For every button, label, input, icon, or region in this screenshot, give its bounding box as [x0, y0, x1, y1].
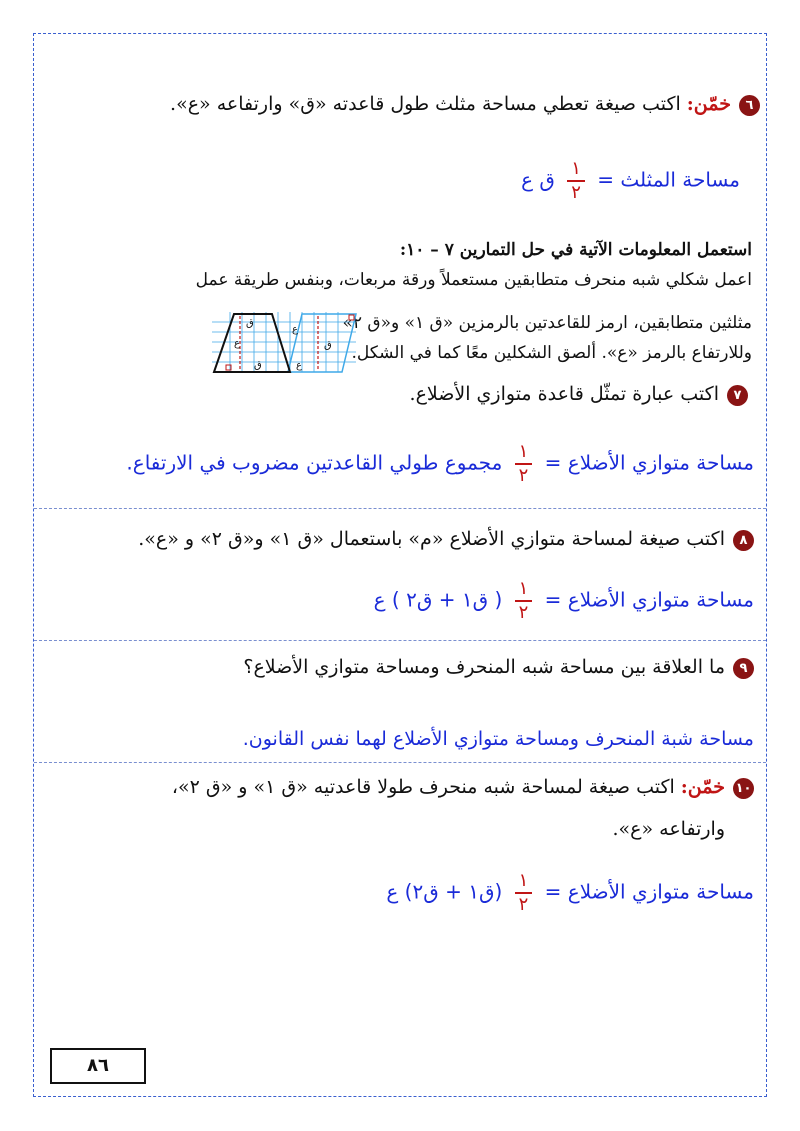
- info-line-3: وللارتفاع بالرمز «ع». ألصق الشكلين معًا كما في الشكل.: [351, 343, 752, 363]
- question-text: اكتب عبارة تمثّل قاعدة متوازي الأضلاع.: [409, 383, 719, 405]
- question-6: [40, 93, 760, 116]
- section-divider: [34, 508, 766, 509]
- guess-label: خمّن:: [686, 93, 731, 115]
- fraction-numerator: ١: [567, 160, 585, 182]
- question-number-badge: ٩: [733, 658, 754, 679]
- fraction-denominator: ٢: [571, 182, 581, 203]
- section-divider: [34, 762, 766, 763]
- fraction-denominator: ٢: [518, 465, 529, 486]
- answer-right: مجموع طولي القاعدتين مضروب في الارتفاع.: [126, 450, 503, 475]
- info-heading: استعمل المعلومات الآتية في حل التمارين ٧ – ١٠:: [399, 240, 752, 260]
- fraction-numerator: ١: [515, 872, 533, 894]
- figure-label: ع: [292, 324, 298, 335]
- question-text: اكتب صيغة لمساحة شبه منحرف طولا قاعدتيه «ق ١» و «ق ٢»،: [171, 776, 675, 798]
- answer-7: [40, 443, 754, 485]
- question-number-badge: ٨: [733, 530, 754, 551]
- answer-right: (ق١ + ق٢) ع: [386, 879, 503, 904]
- answer-left: مساحة متوازي الأضلاع =: [544, 879, 754, 904]
- figure-label: ع: [296, 360, 302, 371]
- question-10: [40, 776, 754, 799]
- question-number-badge: ٧: [727, 385, 748, 406]
- question-9: [40, 656, 754, 679]
- page-number: ٨٦: [50, 1048, 146, 1084]
- fraction-half: [567, 160, 585, 202]
- question-text: اكتب صيغة تعطي مساحة مثلث طول قاعدته «ق» وارتفاعه «ع».: [170, 93, 681, 115]
- answer-left: مساحة متوازي الأضلاع =: [544, 587, 754, 612]
- answer-right: ق ع: [521, 167, 555, 192]
- question-number-badge: ٦: [739, 95, 760, 116]
- fraction-half: [515, 580, 533, 622]
- fraction-denominator: ٢: [518, 894, 529, 915]
- section-divider: [34, 640, 766, 641]
- figure-label: ق: [254, 360, 262, 371]
- answer-8: [40, 580, 754, 622]
- fraction-half: [515, 872, 533, 914]
- fraction-numerator: ١: [515, 580, 533, 602]
- question-text: اكتب صيغة لمساحة متوازي الأضلاع «م» باستعمال «ق ١» و«ق ٢» و «ع».: [138, 528, 725, 550]
- question-text: ما العلاقة بين مساحة شبه المنحرف ومساحة متوازي الأضلاع؟: [243, 656, 725, 678]
- question-number-badge: ١٠: [733, 778, 754, 799]
- info-line-2: مثلثين متطابقين، ارمز للقاعدتين بالرمزين «ق ١» و«ق ٢»: [342, 313, 752, 333]
- answer-9: مساحة شبة المنحرف ومساحة متوازي الأضلاع لهما نفس القانون.: [242, 728, 754, 750]
- figure-label: ع: [234, 338, 240, 349]
- figure-label: ق: [324, 340, 332, 351]
- answer-left: مساحة متوازي الأضلاع =: [544, 450, 754, 475]
- guess-label: خمّن:: [680, 776, 725, 798]
- question-10-line-2: وارتفاعه «ع».: [612, 818, 725, 840]
- question-8: [40, 528, 754, 551]
- fraction-denominator: ٢: [518, 602, 529, 623]
- fraction-half: [515, 443, 533, 485]
- figure-label: ق: [246, 318, 254, 329]
- answer-left: مساحة المثلث =: [597, 167, 740, 192]
- trapezoid-figure: [210, 312, 358, 376]
- info-line-1: اعمل شكلي شبه منحرف متطابقين مستعملاً ورقة مربعات، وبنفس طريقة عمل: [195, 270, 752, 290]
- fraction-numerator: ١: [515, 443, 533, 465]
- question-7: [40, 383, 748, 406]
- answer-right: ( ق١ + ق٢ ) ع: [373, 587, 503, 612]
- answer-10: [40, 872, 754, 914]
- answer-6: [40, 160, 740, 202]
